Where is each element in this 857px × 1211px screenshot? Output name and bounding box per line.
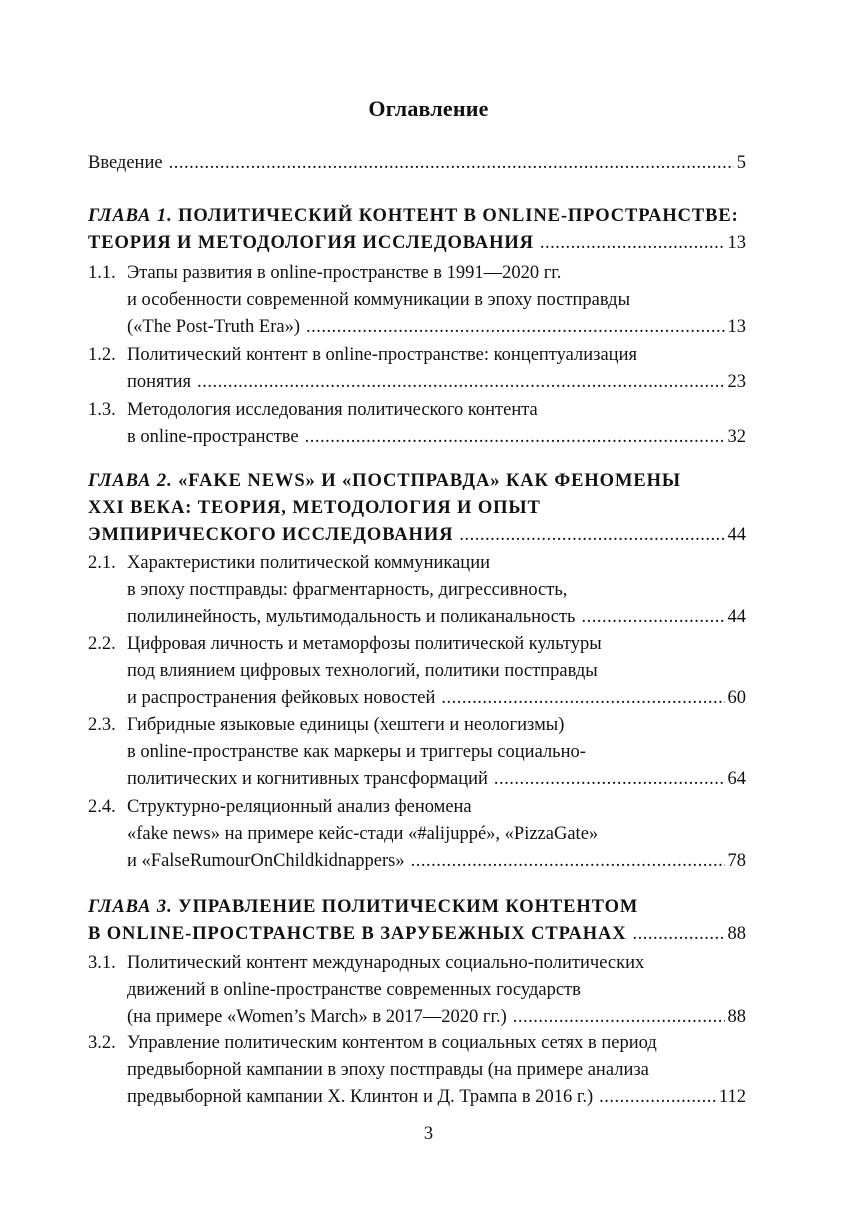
section-title-line: (на примере «Women’s March» в 2017—2020 гг.) — [127, 1007, 507, 1027]
dot-leader — [540, 230, 725, 257]
section-title-line: Цифровая личность и метаморфозы политической культуры — [127, 634, 602, 654]
section-title-line: Гибридные языковые единицы (хештеги и неологизмы) — [127, 715, 565, 735]
toc-section-1-3 — [88, 397, 746, 451]
section-number: 2.4. — [88, 797, 116, 817]
toc-page-number: 13 — [727, 317, 746, 337]
dot-leader — [513, 1004, 725, 1031]
dot-leader — [197, 369, 724, 396]
toc-section-1-2 — [88, 342, 746, 396]
section-number: 3.2. — [88, 1033, 116, 1053]
chapter-title-line: ТЕОРИЯ И МЕТОДОЛОГИЯ ИССЛЕДОВАНИЯ — [88, 233, 534, 253]
section-title-line: Политический контент международных социально-политических — [127, 953, 645, 973]
section-title-line: понятия — [127, 372, 192, 392]
toc-page-number: 44 — [727, 525, 746, 545]
toc-page-number: 23 — [727, 372, 746, 392]
section-title-line: в online-пространстве как маркеры и триггеры социально- — [127, 742, 586, 762]
section-number: 1.3. — [88, 400, 116, 420]
dot-leader — [633, 921, 725, 948]
toc-chapter-1 — [88, 203, 746, 257]
toc-page-number: 88 — [727, 924, 746, 944]
toc-page-number: 5 — [736, 153, 746, 173]
chapter-label: ГЛАВА 1. — [88, 206, 173, 226]
page-title: Оглавление — [368, 96, 489, 121]
toc-section-3-2 — [88, 1030, 746, 1111]
dot-leader — [411, 848, 725, 875]
chapter-title-line: ЭМПИРИЧЕСКОГО ИССЛЕДОВАНИЯ — [88, 525, 454, 545]
dot-leader — [599, 1084, 716, 1111]
section-title-line: Структурно-реляционный анализ феномена — [127, 797, 472, 817]
section-title-line: в эпоху постправды: фрагментарность, дигрессивность, — [127, 580, 568, 600]
section-number: 1.2. — [88, 345, 116, 365]
chapter-title-line: В ONLINE-ПРОСТРАНСТВЕ В ЗАРУБЕЖНЫХ СТРАНАХ — [88, 924, 627, 944]
section-title-line: под влиянием цифровых технологий, политики постправды — [127, 661, 598, 681]
section-title-line: и особенности современной коммуникации в эпоху постправды — [127, 290, 631, 310]
toc-page-number: 112 — [718, 1087, 746, 1107]
chapter-title-line: УПРАВЛЕНИЕ ПОЛИТИЧЕСКИМ КОНТЕНТОМ — [178, 897, 639, 917]
chapter-label: ГЛАВА 3. — [88, 897, 173, 917]
dot-leader — [169, 150, 734, 177]
toc-page-number: 88 — [727, 1007, 746, 1027]
section-title-line: Этапы развития в online-пространстве в 1991—2020 гг. — [127, 263, 562, 283]
dot-leader — [441, 685, 724, 712]
toc-entry-intro — [88, 150, 746, 177]
section-title-line: «fake news» на примере кейс-стади «#alijuppé», «PizzaGate» — [127, 824, 599, 844]
toc-section-1-1 — [88, 260, 746, 341]
section-title-line: и «FalseRumourOnChildkidnappers» — [127, 851, 405, 871]
section-title-line: и распространения фейковых новостей — [127, 688, 436, 708]
section-title-line: движений в online-пространстве современных государств — [127, 980, 581, 1000]
toc-page-number: 78 — [727, 851, 746, 871]
toc-page-number: 44 — [727, 607, 746, 627]
section-number: 2.1. — [88, 553, 116, 573]
toc-section-2-3 — [88, 712, 746, 793]
toc-section-3-1 — [88, 950, 746, 1031]
chapter-title-line: ПОЛИТИЧЕСКИЙ КОНТЕНТ В ONLINE-ПРОСТРАНСТВЕ: — [178, 206, 739, 226]
dot-leader — [459, 522, 724, 549]
dot-leader — [582, 604, 725, 631]
toc-section-2-1 — [88, 550, 746, 631]
dot-leader — [306, 314, 725, 341]
toc-entry-text: Введение — [88, 153, 163, 173]
page-number: 3 — [423, 1124, 434, 1144]
dot-leader — [494, 766, 725, 793]
section-number: 2.2. — [88, 634, 116, 654]
chapter-title-line: «FAKE NEWS» И «ПОСТПРАВДА» КАК ФЕНОМЕНЫ — [178, 471, 681, 491]
toc-section-2-4 — [88, 794, 746, 875]
section-title-line: полилинейность, мультимодальность и поликанальность — [127, 607, 576, 627]
chapter-label: ГЛАВА 2. — [88, 471, 173, 491]
section-number: 2.3. — [88, 715, 116, 735]
chapter-title-line: XXI ВЕКА: ТЕОРИЯ, МЕТОДОЛОГИЯ И ОПЫТ — [88, 498, 541, 518]
toc-page-number: 32 — [727, 427, 746, 447]
section-title-line: («The Post-Truth Era») — [127, 317, 300, 337]
toc-section-2-2 — [88, 631, 746, 712]
toc-page-number: 60 — [727, 688, 746, 708]
section-number: 1.1. — [88, 263, 116, 283]
toc-page-number: 13 — [727, 233, 746, 253]
section-title-line: предвыборной кампании в эпоху постправды (на примере анализа — [127, 1060, 649, 1080]
section-title-line: в online-пространстве — [127, 427, 299, 447]
toc-chapter-3 — [88, 894, 746, 948]
toc-chapter-2 — [88, 468, 746, 549]
section-title-line: политических и когнитивных трансформаций — [127, 769, 488, 789]
section-title-line: Методология исследования политического контента — [127, 400, 538, 420]
section-number: 3.1. — [88, 953, 116, 973]
toc-page-number: 64 — [727, 769, 746, 789]
section-title-line: Характеристики политической коммуникации — [127, 553, 490, 573]
section-title-line: Управление политическим контентом в социальных сетях в период — [127, 1033, 657, 1053]
section-title-line: предвыборной кампании Х. Клинтон и Д. Трампа в 2016 г.) — [127, 1087, 594, 1107]
section-title-line: Политический контент в online-пространстве: концептуализация — [127, 345, 637, 365]
dot-leader — [305, 424, 725, 451]
